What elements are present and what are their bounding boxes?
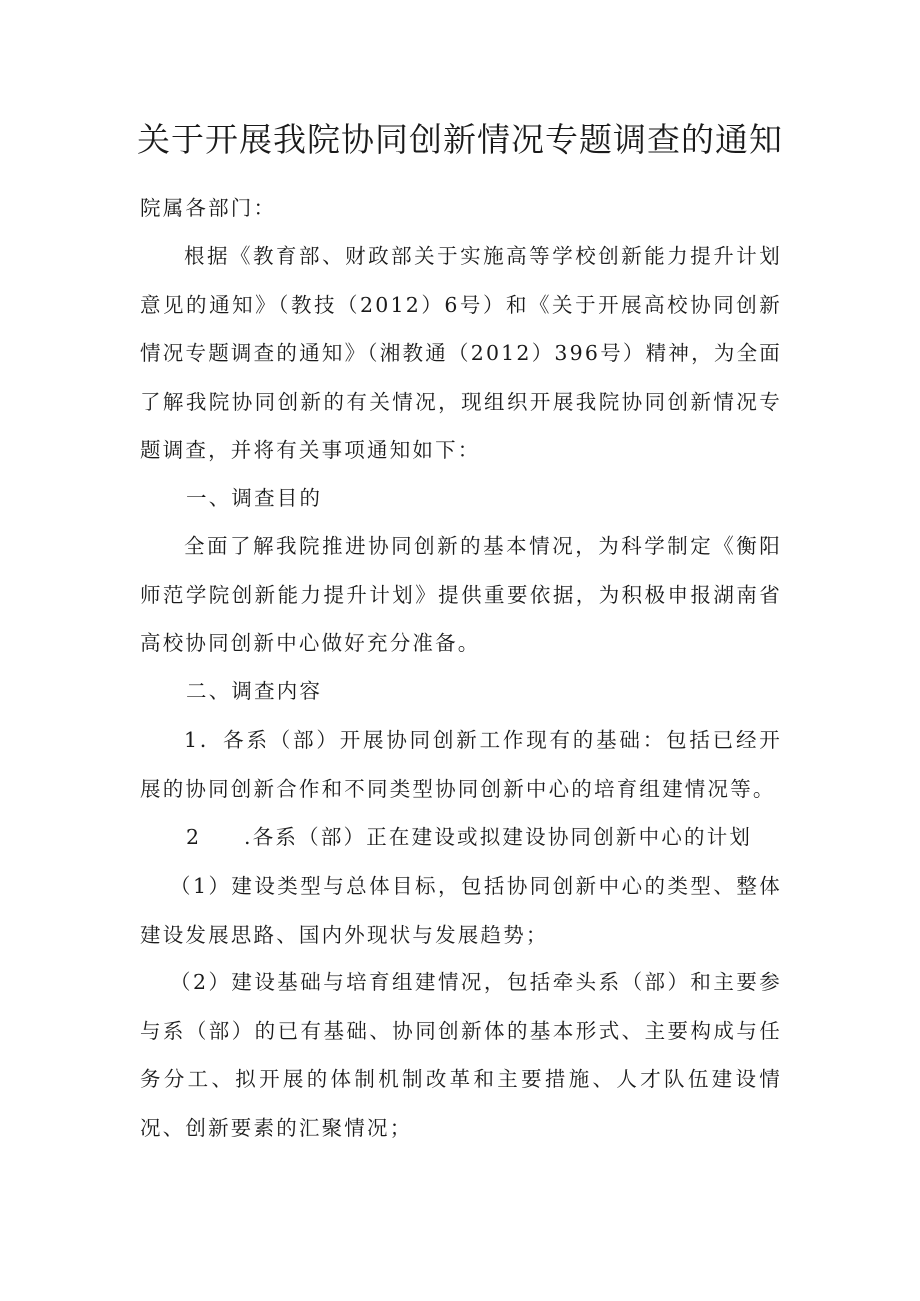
document-title: 关于开展我院协同创新情况专题调查的通知 <box>137 120 783 159</box>
section1-body: 全面了解我院推进协同创新的基本情况，为科学制定《衡阳师范学院创新能力提升计划》提供重要依据，为积极申报湖南省高校协同创新中心做好充分准备。 <box>140 534 782 655</box>
section2-heading: 二、调查内容 <box>186 679 323 703</box>
section1-heading: 一、调查目的 <box>186 486 323 510</box>
sub-item-1: （1）建设类型与总体目标，包括协同创新中心的类型、整体建设发展思路、国内外现状与发展趋势； <box>140 874 782 947</box>
salutation: 院属各部门： <box>140 196 277 220</box>
content-item-2 <box>186 813 786 862</box>
content-item-2-text: .各系（部）正在建设或拟建设协同创新中心的计划 <box>244 825 753 849</box>
content-item-1: 1．各系（部）开展协同创新工作现有的基础：包括已经开展的协同创新合作和不同类型协同创新中心的培育组建情况等。 <box>140 728 782 801</box>
sub-item-2: （2）建设基础与培育组建情况，包括牵头系（部）和主要参与系（部）的已有基础、协同创新体的基本形式、主要构成与任务分工、拟开展的体制机制改革和主要措施、人才队伍建设情况、创新要素的汇聚情况； <box>140 970 782 1140</box>
intro-paragraph: 根据《教育部、财政部关于实施高等学校创新能力提升计划意见的通知》（教技（2012）6号）和《关于开展高校协同创新情况专题调查的通知》（湘教通（2012）396号）精神，为全面了解我院协同创新的有关情况，现组织开展我院协同创新情况专题调查，并将有关事项通知如下： <box>140 244 782 462</box>
content-item-2-number: 2 <box>186 825 202 849</box>
